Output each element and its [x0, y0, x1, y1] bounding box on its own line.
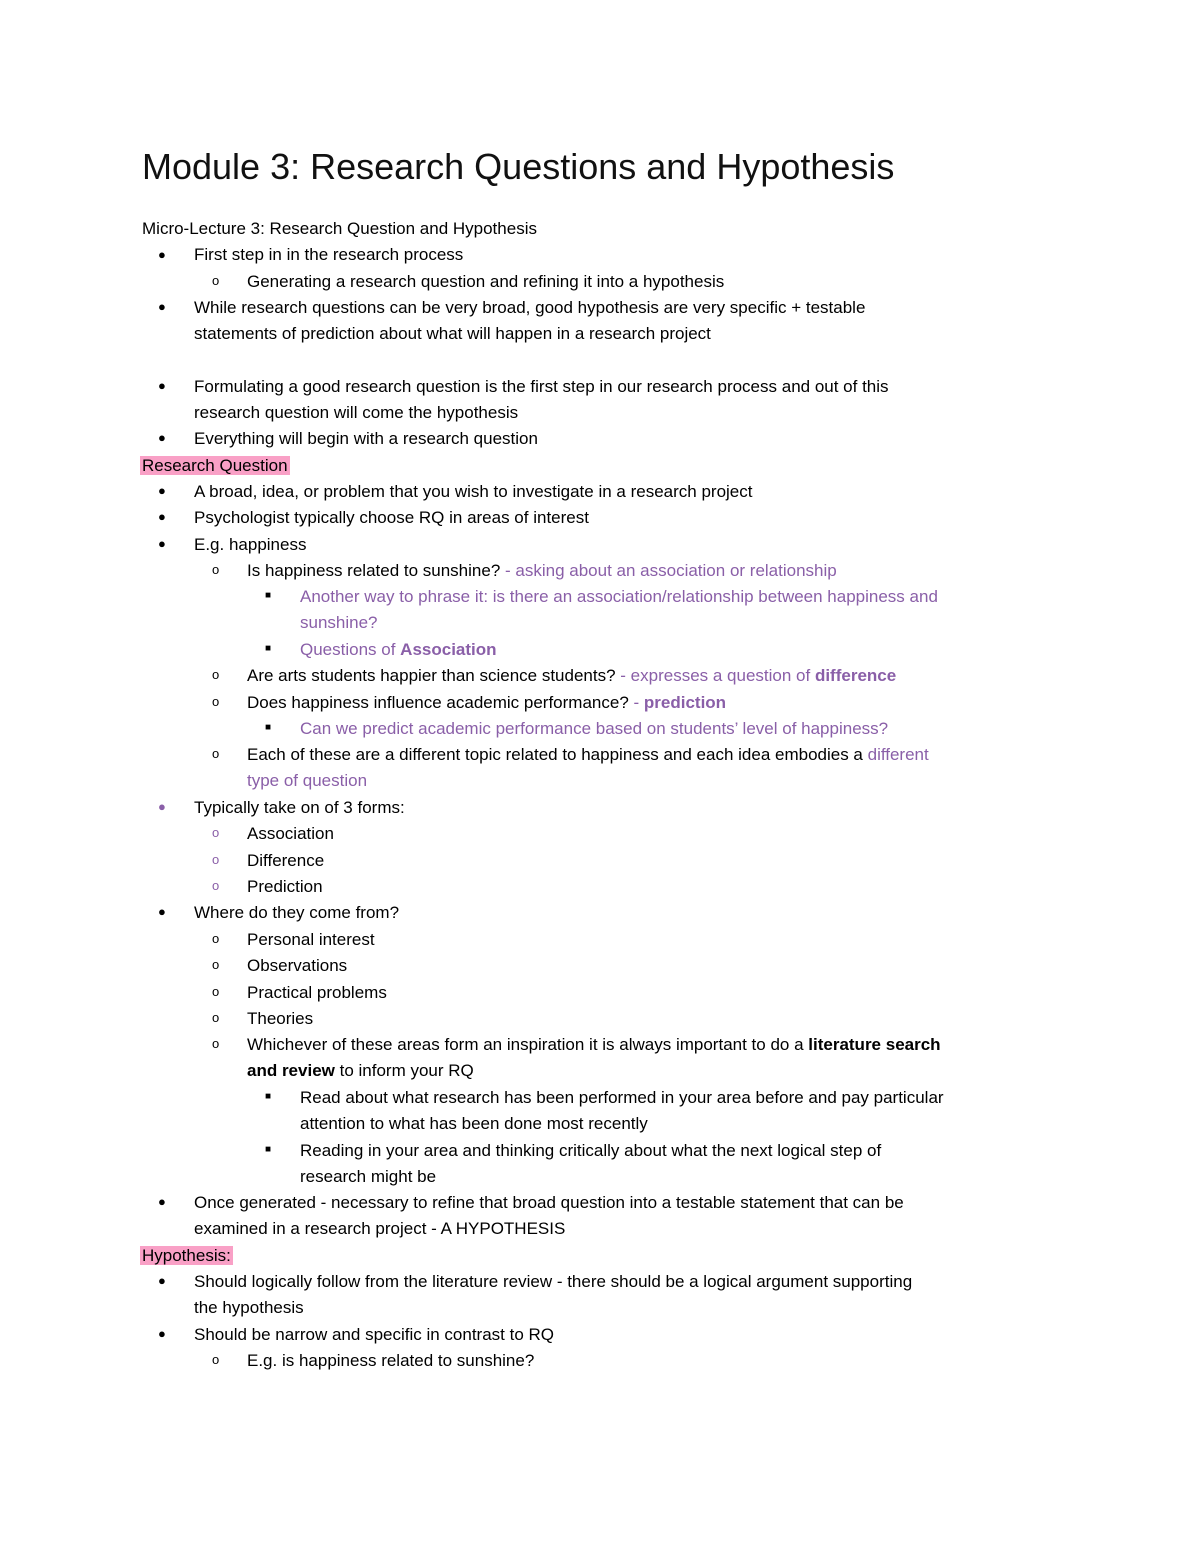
list-item — [247, 1032, 941, 1058]
bullet-l1-icon: ● — [158, 799, 166, 814]
list-item: Should logically follow from the literature review - there should be a logical argument supporting — [194, 1272, 913, 1291]
list-item: Formulating a good research question is the first step in our research process and out of this — [194, 377, 889, 396]
list-item: A broad, idea, or problem that you wish to investigate in a research project — [194, 482, 753, 501]
list-item-continuation: the hypothesis — [194, 1298, 304, 1317]
list-item: E.g. happiness — [194, 535, 307, 554]
list-item: Personal interest — [247, 930, 375, 949]
annotation-text: Questions of — [300, 640, 401, 659]
list-item: Should be narrow and specific in contrast to RQ — [194, 1325, 555, 1344]
list-item — [247, 558, 837, 584]
list-item — [300, 637, 497, 663]
micro-lecture-heading: Micro-Lecture 3: Research Question and Hypothesis — [142, 219, 537, 238]
bullet-l3-icon: ■ — [265, 1144, 272, 1155]
list-item: First step in in the research process — [194, 245, 464, 264]
list-item: Theories — [247, 1009, 314, 1028]
list-item-continuation: examined in a research project - A HYPOTHESIS — [194, 1219, 566, 1238]
list-item: E.g. is happiness related to sunshine? — [247, 1351, 535, 1370]
bullet-l2-icon: o — [212, 694, 220, 709]
hypothesis-heading — [140, 1243, 233, 1269]
list-item: Generating a research question and refining it into a hypothesis — [247, 272, 725, 291]
emphasis-text: and review — [247, 1061, 335, 1080]
bullet-l2-icon: o — [212, 825, 220, 840]
emphasis-text: prediction — [643, 693, 727, 712]
bullet-l2-icon: o — [212, 878, 220, 893]
bullet-l2-icon: o — [212, 1010, 220, 1025]
body-text: Each of these are a different topic related to happiness and each idea embodies a — [247, 745, 868, 764]
bullet-l3-icon: ■ — [265, 722, 272, 733]
bullet-l3-icon: ■ — [265, 590, 272, 601]
list-item-continuation: attention to what has been done most recently — [300, 1114, 648, 1133]
list-item: Everything will begin with a research question — [194, 429, 538, 448]
bullet-l1-icon: ● — [158, 378, 166, 393]
list-item-continuation — [247, 1058, 474, 1084]
emphasis-text: Association — [400, 640, 497, 659]
list-item-continuation: type of question — [247, 771, 368, 790]
bullet-l2-icon: o — [212, 1352, 220, 1367]
list-item: Prediction — [247, 877, 323, 896]
list-item: While research questions can be very broad, good hypothesis are very specific + testable — [194, 298, 866, 317]
bullet-l3-icon: ■ — [265, 1091, 272, 1102]
list-item: Practical problems — [247, 983, 387, 1002]
list-item: Read about what research has been performed in your area before and pay particular — [300, 1088, 944, 1107]
highlighted-heading: Hypothesis: — [142, 1246, 231, 1265]
list-item: Reading in your area and thinking critically about what the next logical step of — [300, 1141, 882, 1160]
annotation-text: - — [628, 693, 644, 712]
bullet-l1-icon: ● — [158, 483, 166, 498]
list-item: Another way to phrase it: is there an association/relationship between happiness and — [300, 587, 938, 606]
list-item: Difference — [247, 851, 325, 870]
bullet-l3-icon: ■ — [265, 643, 272, 654]
bullet-l1-icon: ● — [158, 299, 166, 314]
annotation-text: different — [867, 745, 929, 764]
bullet-l1-icon: ● — [158, 1326, 166, 1341]
bullet-l2-icon: o — [212, 984, 220, 999]
bullet-l2-icon: o — [212, 852, 220, 867]
bullet-l2-icon: o — [212, 562, 220, 577]
list-item — [247, 690, 726, 716]
list-item — [247, 742, 929, 768]
bullet-l2-icon: o — [212, 667, 220, 682]
bullet-l2-icon: o — [212, 931, 220, 946]
bullet-l1-icon: ● — [158, 536, 166, 551]
list-item: Association — [247, 824, 334, 843]
list-item-continuation: sunshine? — [300, 613, 378, 632]
body-text: to inform your RQ — [334, 1061, 474, 1080]
list-item: Typically take on of 3 forms: — [194, 798, 405, 817]
bullet-l2-icon: o — [212, 1036, 220, 1051]
list-item: Where do they come from? — [194, 903, 400, 922]
bullet-l1-icon: ● — [158, 1273, 166, 1288]
page-title: Module 3: Research Questions and Hypothesis — [142, 146, 895, 187]
body-text: Whichever of these areas form an inspiration it is always important to do a — [247, 1035, 809, 1054]
question-text: Is happiness related to sunshine? — [247, 561, 501, 580]
bullet-l1-icon: ● — [158, 430, 166, 445]
bullet-l1-icon: ● — [158, 509, 166, 524]
highlighted-heading: Research Question — [142, 456, 288, 475]
list-item: Can we predict academic performance based on students’ level of happiness? — [300, 719, 889, 738]
list-item-continuation: research might be — [300, 1167, 437, 1186]
list-item — [247, 663, 896, 689]
list-item: Once generated - necessary to refine that broad question into a testable statement that can be — [194, 1193, 904, 1212]
emphasis-text: difference — [814, 666, 897, 685]
annotation-text: - asking about an association or relationship — [500, 561, 837, 580]
bullet-l1-icon: ● — [158, 1194, 166, 1209]
list-item: Psychologist typically choose RQ in areas of interest — [194, 508, 589, 527]
list-item: Observations — [247, 956, 348, 975]
bullet-l2-icon: o — [212, 746, 220, 761]
bullet-l1-icon: ● — [158, 247, 166, 262]
question-text: Does happiness influence academic performance? — [247, 693, 629, 712]
list-item-continuation: statements of prediction about what will happen in a research project — [194, 324, 711, 343]
bullet-l2-icon: o — [212, 273, 220, 288]
bullet-l2-icon: o — [212, 957, 220, 972]
annotation-text: - expresses a question of — [615, 666, 815, 685]
list-item-continuation: research question will come the hypothesis — [194, 403, 519, 422]
question-text: Are arts students happier than science students? — [247, 666, 616, 685]
emphasis-text: literature search — [808, 1035, 941, 1054]
bullet-l1-icon: ● — [158, 904, 166, 919]
research-question-heading — [140, 453, 290, 479]
